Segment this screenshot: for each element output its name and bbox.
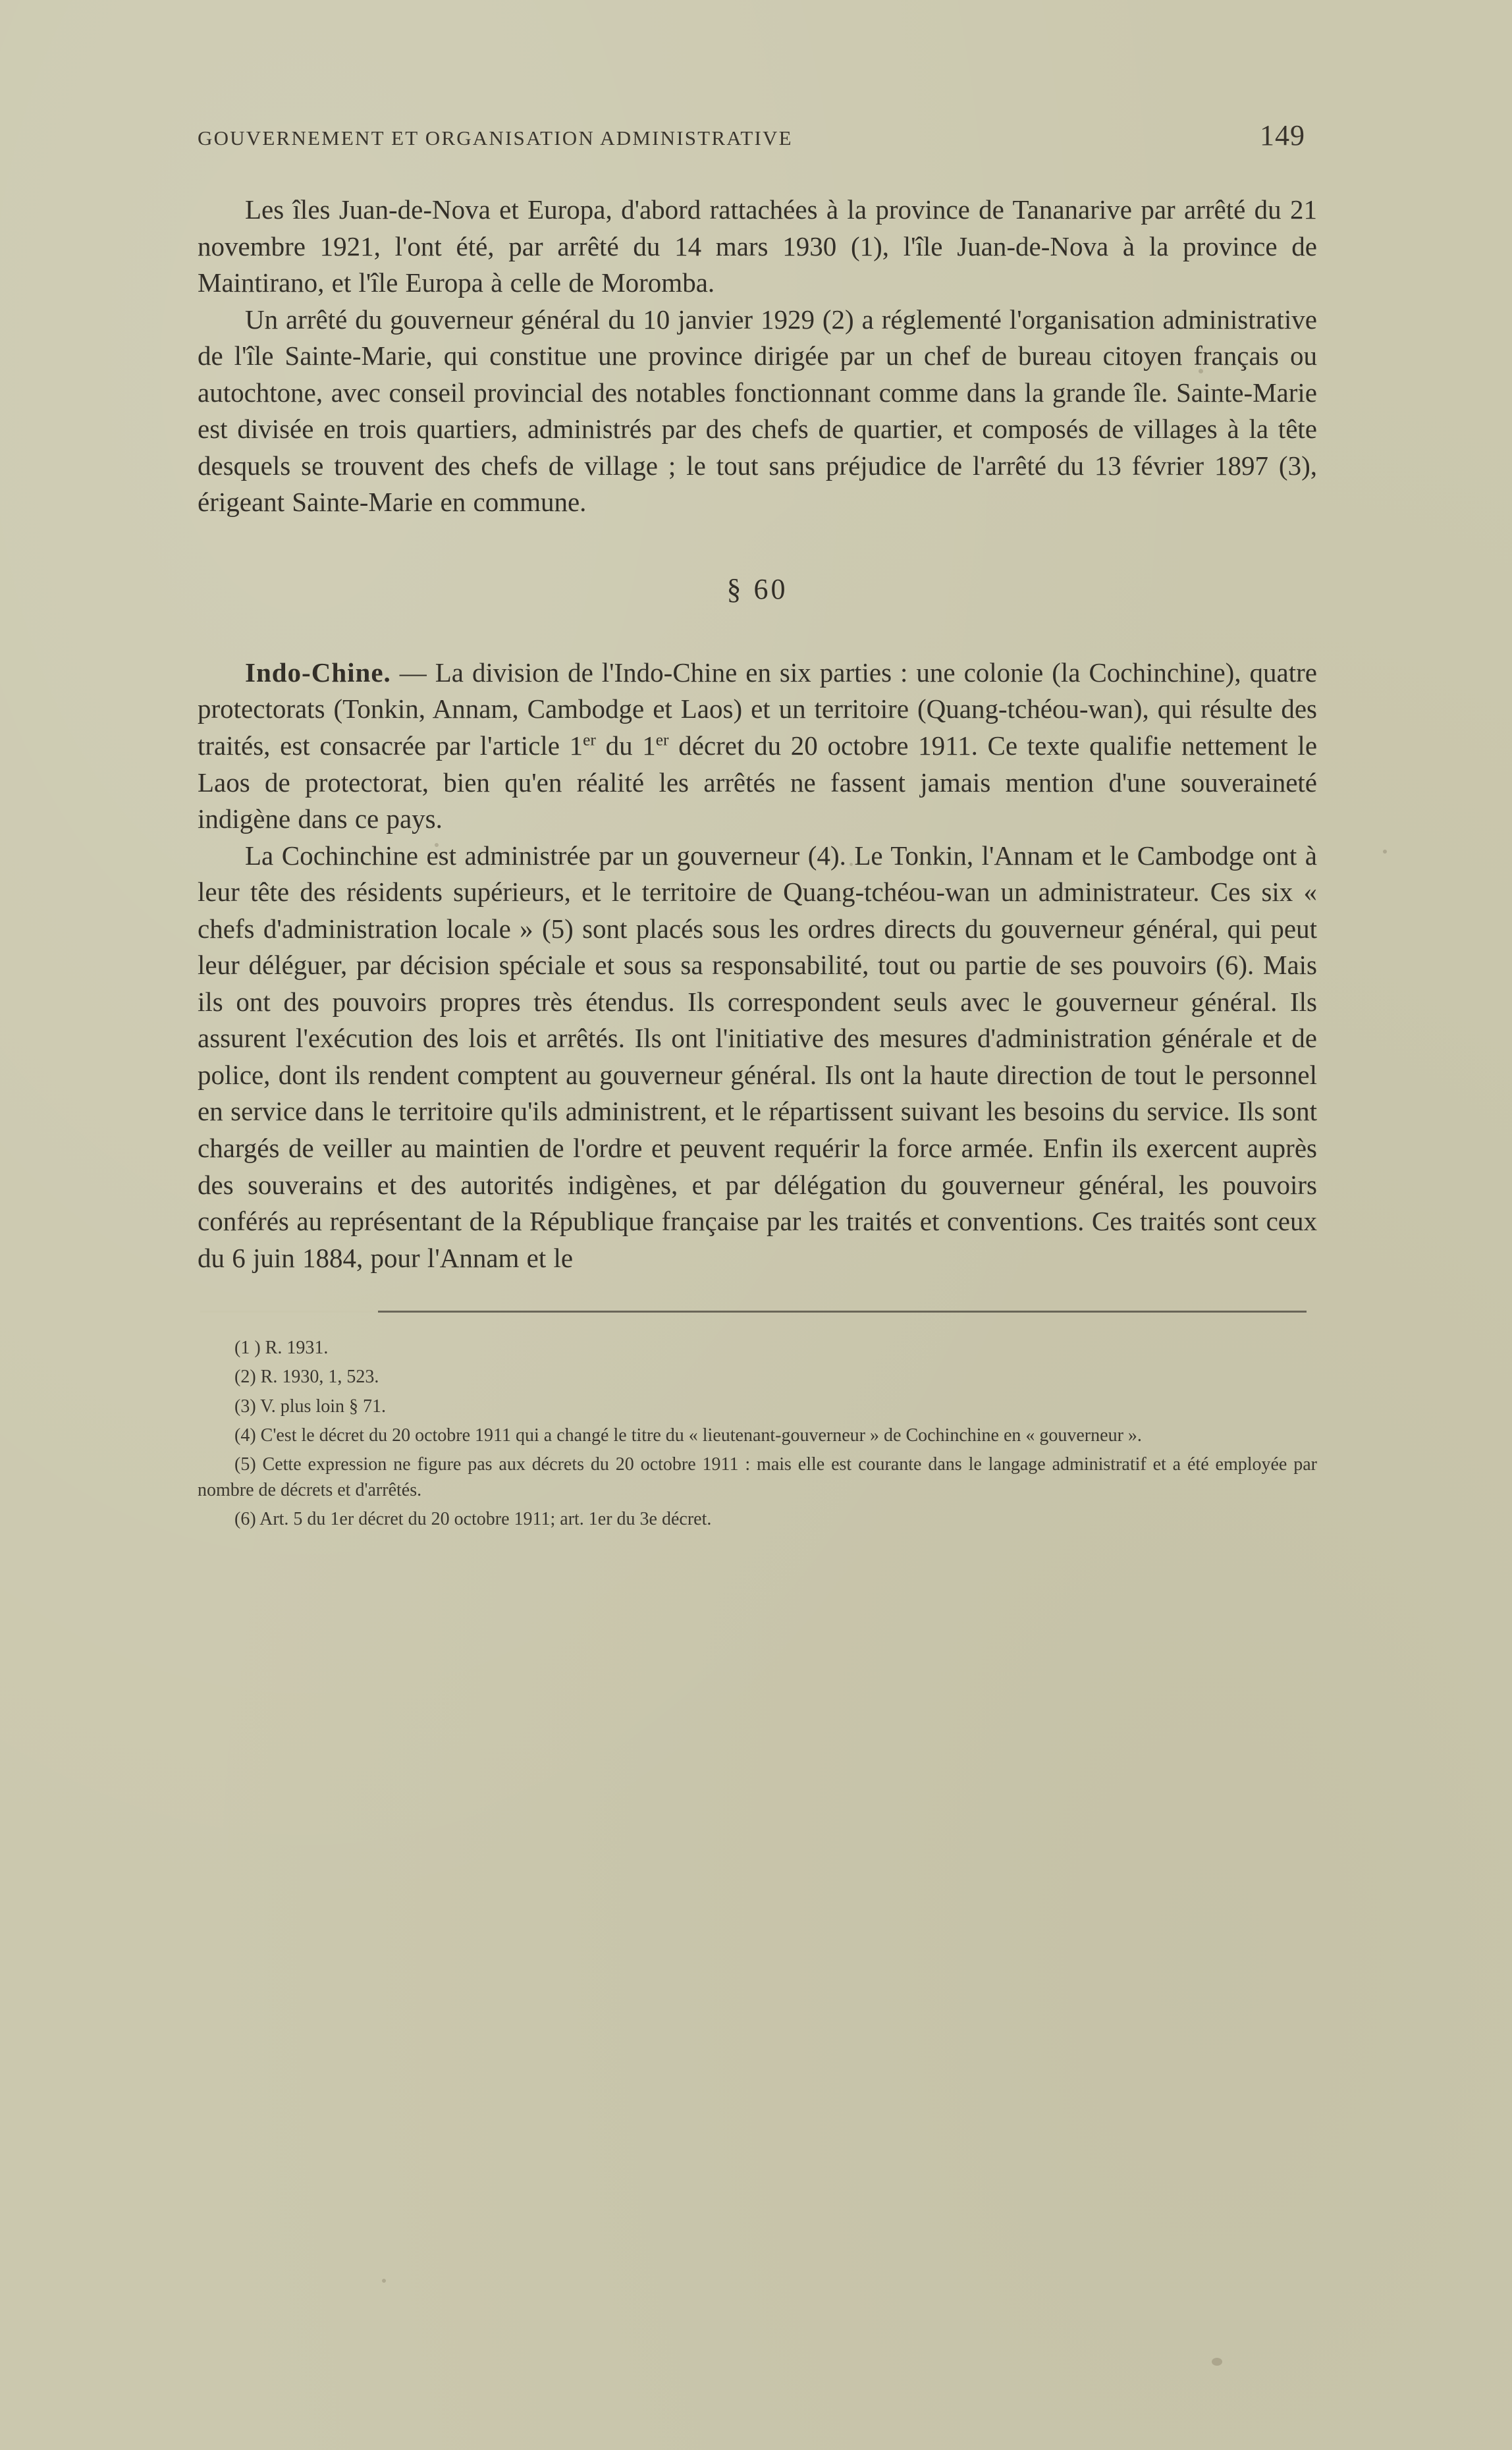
section-lead: Indo-Chine. — [245, 657, 391, 688]
paper-speck — [382, 2279, 386, 2283]
footnotes — [198, 1335, 1317, 1532]
footnote-marker: (6) — [234, 1509, 256, 1530]
footnote-text: V. plus loin § 71. — [256, 1396, 386, 1417]
ordinal-sup: er — [655, 730, 669, 749]
section-text-a: La division de l'Indo-Chine en six parties : une colonie (la Cochinchine), quatre protectorats (Tonkin, Annam, Cambodge et Laos) et un territoire (Quang-tchéou-wan), qui résulte des traités, est consacrée par l'article 1 — [198, 657, 1318, 761]
footnote-text: Cette expression ne figure pas aux décrets du 20 octobre 1911 : mais elle est courante dans le langage administratif et a été employée par nombre de décrets et d'arrêtés. — [198, 1454, 1317, 1501]
footnote-item — [198, 1335, 1317, 1361]
paper-speck — [1383, 850, 1387, 854]
paragraph: Un arrêté du gouverneur général du 10 janvier 1929 (2) a réglementé l'organisation administrative de l'île Sainte-Marie, qui constitue une province dirigée par un chef de bureau citoyen français ou autochtone, avec conseil provincial des notables fonctionnant comme dans la grande île. Sainte-Marie est divisée en trois quartiers, administrés par des chefs de quartier, et composés de villages à la tête desquels se trouvent des chefs de village ; le tout sans préjudice de l'arrêté du 13 février 1897 (3), érigeant Sainte-Marie en commune. — [198, 304, 1317, 518]
section-paragraph — [198, 655, 1317, 838]
footnote-text: R. 1931. — [260, 1338, 329, 1359]
footnote-text: C'est le décret du 20 octobre 1911 qui a changé le titre du « lieutenant-gouverneur » de Cochinchine en « gouverneur ». — [256, 1425, 1142, 1446]
footnote-item — [198, 1394, 1317, 1419]
section-dash: — — [391, 657, 435, 688]
running-head: GOUVERNEMENT ET ORGANISATION ADMINISTRATIVE — [198, 126, 793, 150]
paragraph: La Cochinchine est administrée par un gouverneur (4). Le Tonkin, l'Annam et le Cambodge ont à leur tête des résidents supérieurs, et le territoire de Quang-tchéou-wan un administrateur. Ces six « chefs d'administration locale » (5) sont placés sous les ordres directs du gouverneur général, qui peut leur déléguer, par décision spéciale et sous sa responsabilité, tout ou partie de ses pouvoirs (6). Mais ils ont des pouvoirs propres très étendus. Ils correspondent seuls avec le gouverneur général. Ils assurent l'exécution des lois et arrêtés. Ils ont l'initiative des mesures d'administration générale et de police, dont ils rendent comptent au gouverneur général. Ils ont la haute direction de tout le personnel en service dans le territoire qu'ils administrent, et le répartissent suivant les besoins du service. Ils sont chargés de veiller au maintien de l'ordre et peuvent requérir la force armée. Enfin ils exercent auprès des souverains et des autorités indigènes, et par délégation du gouverneur général, les pouvoirs conférés au représentant de la République française par les traités et conventions. Ces traités sont ceux du 6 juin 1884, pour l'Annam et le — [198, 840, 1317, 1273]
page-content — [198, 119, 1317, 1536]
footnote-marker: (5) — [234, 1454, 256, 1475]
footnote-rule — [200, 1311, 1307, 1313]
section-text-b: du 1 — [595, 730, 656, 761]
footnote-item — [198, 1364, 1317, 1390]
footnote-text: R. 1930, 1, 523. — [256, 1367, 379, 1388]
page-header — [198, 119, 1317, 152]
footnote-text: Art. 5 du 1er décret du 20 octobre 1911; art. 1er du 3e décret. — [256, 1509, 712, 1530]
section-text-c: décret du 20 octobre 1911. Ce texte qualifie nettement le Laos de protectorat, bien qu'en réalité les arrêtés ne fassent jamais mention d'une souveraineté indigène dans ce pays. — [198, 730, 1318, 834]
page-number: 149 — [1260, 119, 1305, 151]
ordinal-sup: er — [583, 730, 596, 749]
footnote-marker: (1 ) — [234, 1338, 261, 1359]
footnote-item — [198, 1506, 1317, 1532]
paragraph: Les îles Juan-de-Nova et Europa, d'abord rattachées à la province de Tananarive par arrêté du 21 novembre 1921, l'ont été, par arrêté du 14 mars 1930 (1), l'île Juan-de-Nova à la province de Maintirano, et l'île Europa à celle de Moromba. — [198, 194, 1317, 298]
paper-speck — [1212, 2358, 1222, 2366]
section-number: § 60 — [726, 572, 788, 605]
footnote-marker: (4) — [234, 1425, 256, 1446]
footnote-marker: (2) — [234, 1367, 256, 1388]
footnote-item — [198, 1423, 1317, 1448]
footnote-item — [198, 1452, 1317, 1503]
footnote-marker: (3) — [234, 1396, 256, 1417]
